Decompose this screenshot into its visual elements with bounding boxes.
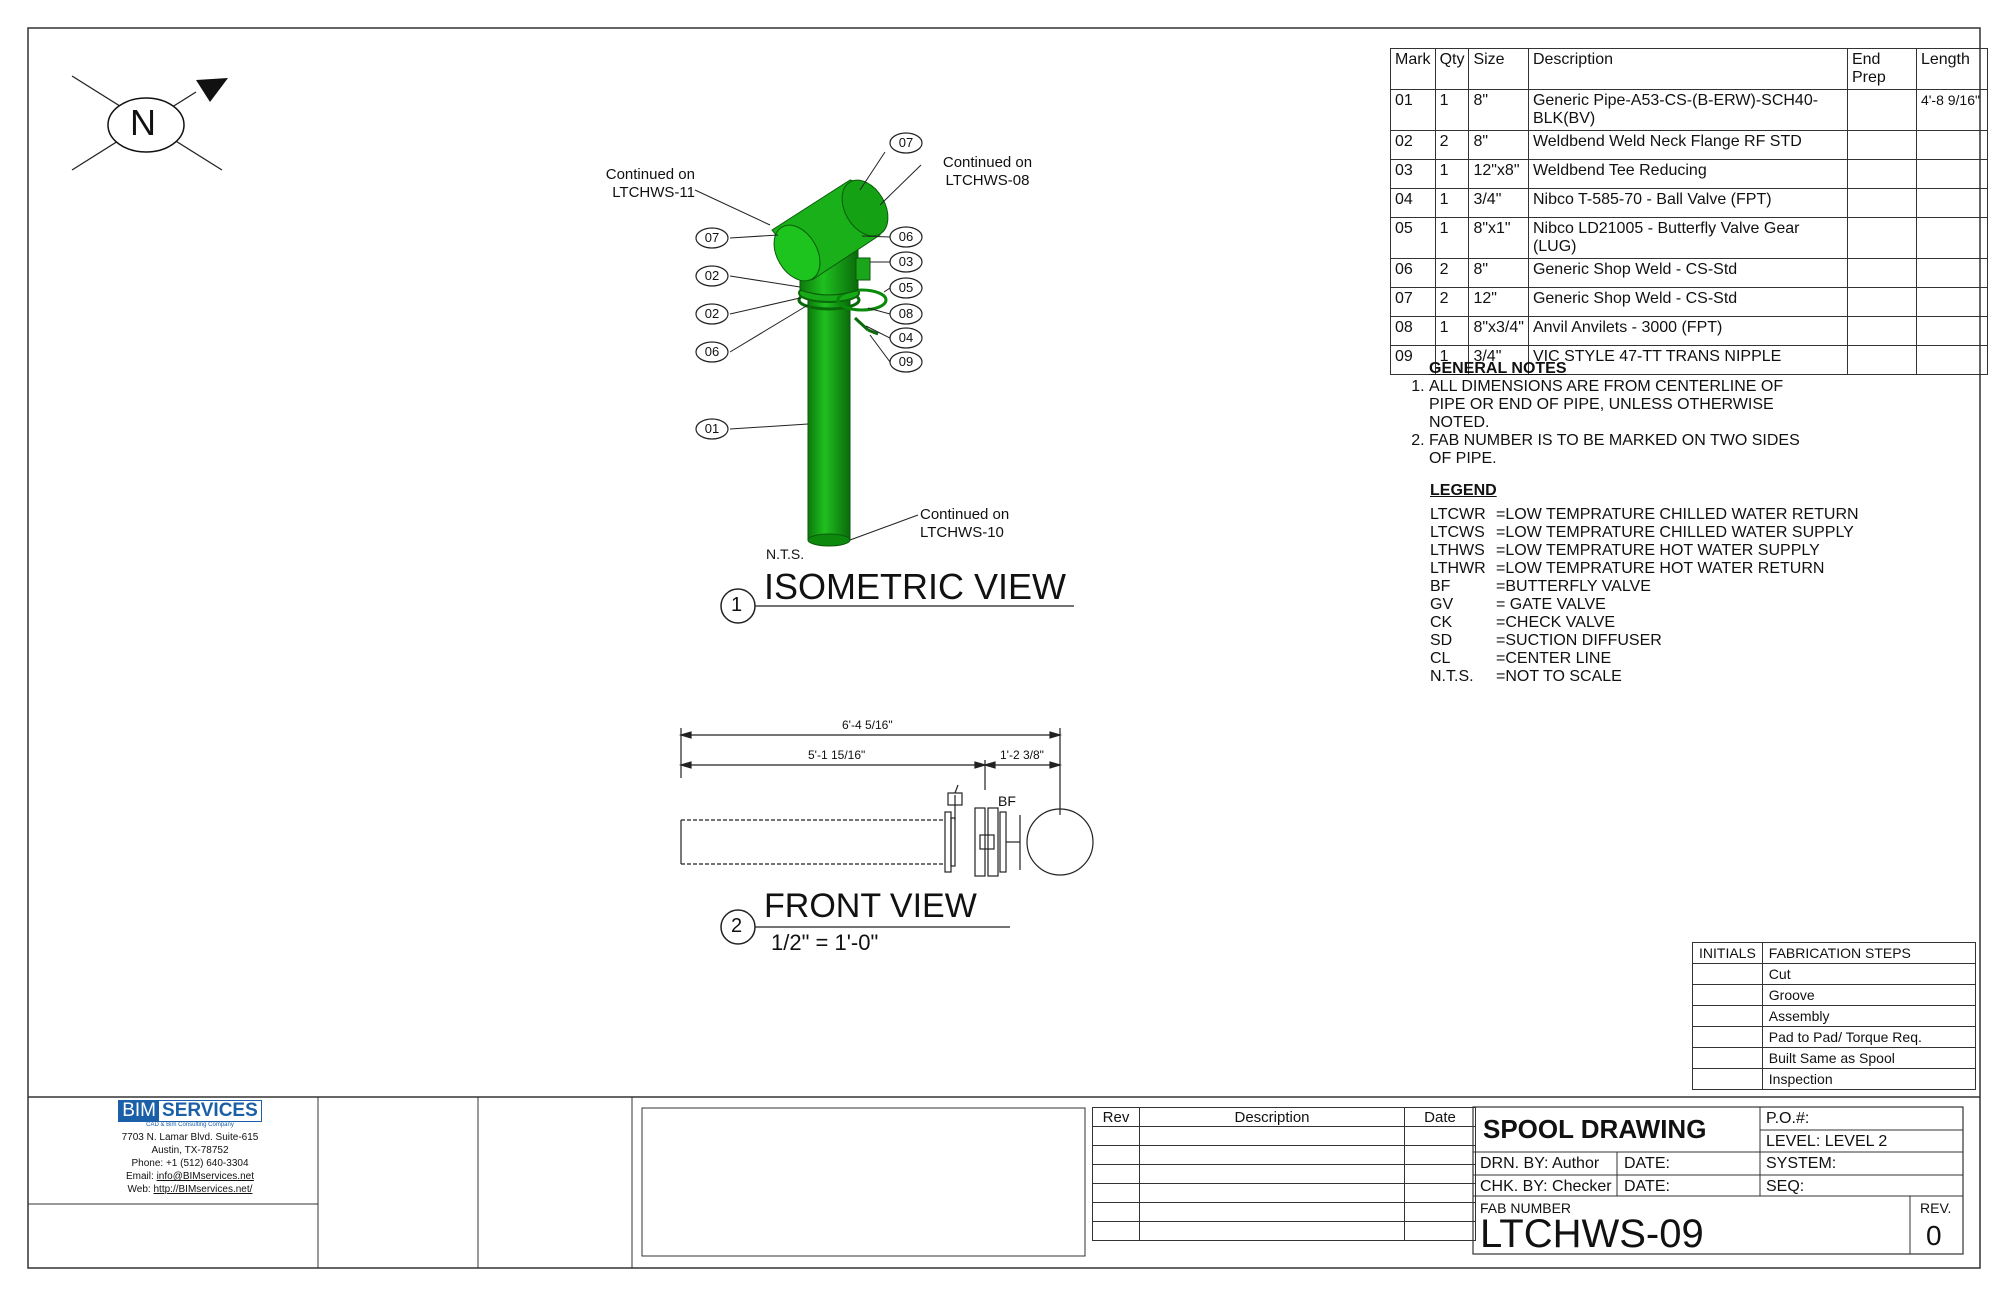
bom-cell-end	[1847, 90, 1916, 131]
revision-row	[1093, 1165, 1476, 1184]
front-view-number: 2	[731, 915, 743, 937]
revision-cell	[1405, 1203, 1476, 1222]
bom-cell-end	[1847, 218, 1916, 259]
balloon-06-right: 06	[898, 229, 914, 244]
revision-table	[1092, 1107, 1476, 1241]
revision-cell	[1093, 1203, 1140, 1222]
balloon-08: 08	[898, 306, 914, 321]
notes-title: GENERAL NOTES	[1429, 360, 1567, 377]
bom-cell-length	[1916, 160, 1987, 189]
bom-cell-desc: Weldbend Tee Reducing	[1528, 160, 1847, 189]
balloon-05: 05	[898, 280, 914, 295]
balloon-09: 09	[898, 354, 914, 369]
company-address: 7703 N. Lamar Blvd. Suite-615 Austin, TX-78752 Phone: +1 (512) 640-3304 Email: info@BIMservices.net Web: http://BIMservices.net/	[121, 1132, 259, 1195]
tb-rev-label: REV.	[1920, 1200, 1952, 1216]
bom-cell-length	[1916, 317, 1987, 346]
company-block	[90, 1100, 290, 1196]
revision-cell	[1405, 1222, 1476, 1241]
legend-abbr: N.T.S.	[1430, 668, 1474, 685]
bom-cell-end	[1847, 288, 1916, 317]
revision-cell	[1405, 1146, 1476, 1165]
bom-cell-desc: Nibco LD21005 - Butterfly Valve Gear (LUG)	[1528, 218, 1847, 259]
company-web-link[interactable]: http://BIMservices.net/	[153, 1184, 253, 1195]
bom-cell-end	[1847, 160, 1916, 189]
tb-fab-number: LTCHWS-09	[1480, 1212, 1704, 1256]
company-logo: BIM SERVICES	[118, 1100, 262, 1122]
balloon-02-a: 02	[704, 268, 720, 283]
fab-step-row	[1693, 1027, 1976, 1048]
bom-row	[1391, 218, 1988, 259]
fab-initials-cell[interactable]	[1693, 1027, 1763, 1048]
legend-row	[1430, 596, 1865, 614]
balloon-07-top: 07	[898, 135, 914, 150]
revision-cell	[1140, 1222, 1405, 1241]
iso-continued-left: Continued on LTCHWS-11	[605, 166, 695, 201]
bom-cell-qty: 1	[1435, 160, 1469, 189]
fab-steps-header: FABRICATION STEPS	[1762, 943, 1975, 964]
revision-cell	[1140, 1184, 1405, 1203]
legend-row	[1430, 506, 1865, 524]
tb-date-2: DATE:	[1624, 1178, 1670, 1195]
balloon-07: 07	[704, 230, 720, 245]
company-tagline: CAD & Bim Consulting Company	[146, 1122, 234, 1128]
revision-cell	[1405, 1127, 1476, 1146]
tb-fab-label: FAB NUMBER	[1480, 1200, 1572, 1216]
revision-cell	[1405, 1184, 1476, 1203]
note-item: 2. FAB NUMBER IS TO BE MARKED ON TWO SIDES OF PIPE.	[1429, 432, 1819, 468]
bom-cell-length	[1916, 346, 1987, 375]
revision-cell	[1140, 1127, 1405, 1146]
bom-cell-qty: 1	[1435, 317, 1469, 346]
fab-step-label: Built Same as Spool	[1762, 1048, 1975, 1069]
legend-abbr: LTHWS	[1430, 542, 1485, 559]
bom-row	[1391, 160, 1988, 189]
legend-row	[1430, 578, 1865, 596]
dim-left: 5'-1 15/16"	[808, 748, 866, 762]
tb-level: LEVEL: LEVEL 2	[1766, 1133, 1888, 1150]
iso-title: ISOMETRIC VIEW	[764, 566, 1067, 607]
iso-continued-bottom: Continued on LTCHWS-10	[920, 506, 1010, 541]
legend-definition: =BUTTERFLY VALVE	[1496, 578, 1651, 595]
tb-drawn-by: DRN. BY: Author	[1480, 1155, 1600, 1172]
bom-row	[1391, 259, 1988, 288]
bom-cell-mark: 05	[1391, 218, 1436, 259]
legend-abbr: LTCWS	[1430, 524, 1485, 541]
legend-definition: =SUCTION DIFFUSER	[1496, 632, 1662, 649]
bom-cell-size: 8"	[1469, 259, 1529, 288]
bom-cell-length	[1916, 259, 1987, 288]
fab-initials-header: INITIALS	[1693, 943, 1763, 964]
fab-initials-cell[interactable]	[1693, 1006, 1763, 1027]
bom-cell-size: 12"	[1469, 288, 1529, 317]
revision-cell	[1093, 1184, 1140, 1203]
bom-row	[1391, 317, 1988, 346]
balloon-02-b: 02	[704, 306, 720, 321]
bom-cell-desc: Nibco T-585-70 - Ball Valve (FPT)	[1528, 189, 1847, 218]
legend-definition: =LOW TEMPRATURE CHILLED WATER RETURN	[1496, 506, 1859, 523]
north-label: N	[130, 102, 156, 143]
bom-col-mark: Mark	[1391, 49, 1436, 90]
legend-definition: =CHECK VALVE	[1496, 614, 1616, 631]
bom-cell-mark: 09	[1391, 346, 1436, 375]
bom-cell-length	[1916, 189, 1987, 218]
fab-step-label: Pad to Pad/ Torque Req.	[1762, 1027, 1975, 1048]
dim-total: 6'-4 5/16"	[842, 718, 893, 732]
legend-abbr: BF	[1430, 578, 1451, 595]
company-email-link[interactable]: info@BIMservices.net	[156, 1171, 254, 1182]
legend-row	[1430, 614, 1865, 632]
bom-cell-size: 8"x3/4"	[1469, 317, 1529, 346]
dim-right: 1'-2 3/8"	[1000, 748, 1044, 762]
legend-abbr: GV	[1430, 596, 1454, 613]
bill-of-materials	[1390, 48, 1988, 375]
bom-cell-end	[1847, 189, 1916, 218]
tb-system: SYSTEM:	[1766, 1155, 1837, 1172]
iso-continued-right: Continued on LTCHWS-08	[942, 154, 1033, 189]
fab-step-label: Groove	[1762, 985, 1975, 1006]
bom-cell-mark: 04	[1391, 189, 1436, 218]
notes-box	[642, 1108, 1085, 1256]
bom-cell-qty: 1	[1435, 218, 1469, 259]
bom-cell-size: 8"	[1469, 90, 1529, 131]
bom-cell-mark: 03	[1391, 160, 1436, 189]
bom-cell-desc: Generic Shop Weld - CS-Std	[1528, 288, 1847, 317]
bom-cell-end	[1847, 346, 1916, 375]
revision-cell	[1093, 1127, 1140, 1146]
legend-row	[1430, 632, 1865, 650]
legend	[1430, 482, 1865, 686]
tb-date-1: DATE:	[1624, 1155, 1670, 1172]
iso-view-number: 1	[731, 594, 743, 616]
legend-definition: =LOW TEMPRATURE HOT WATER SUPPLY	[1496, 542, 1820, 559]
bom-row	[1391, 131, 1988, 160]
revision-cell	[1140, 1165, 1405, 1184]
balloon-04: 04	[898, 330, 914, 345]
legend-row	[1430, 668, 1865, 686]
fab-step-row	[1693, 1006, 1976, 1027]
revision-row	[1093, 1222, 1476, 1241]
legend-abbr: CL	[1430, 650, 1451, 667]
revision-row	[1093, 1127, 1476, 1146]
bom-cell-length	[1916, 218, 1987, 259]
fab-step-row	[1693, 964, 1976, 985]
bom-row	[1391, 288, 1988, 317]
legend-row	[1430, 650, 1865, 668]
revision-cell	[1093, 1165, 1140, 1184]
bom-cell-size: 8"x1"	[1469, 218, 1529, 259]
fab-initials-cell[interactable]	[1693, 964, 1763, 985]
bom-cell-desc: Generic Shop Weld - CS-Std	[1528, 259, 1847, 288]
revision-cell	[1093, 1146, 1140, 1165]
legend-abbr: CK	[1430, 614, 1453, 631]
fab-initials-cell[interactable]	[1693, 1069, 1763, 1090]
bom-cell-mark: 06	[1391, 259, 1436, 288]
legend-table	[1430, 506, 1865, 686]
legend-definition: = GATE VALVE	[1496, 596, 1606, 613]
revision-row	[1093, 1146, 1476, 1165]
revision-cell	[1405, 1165, 1476, 1184]
front-scale: 1/2" = 1'-0"	[771, 930, 879, 955]
fabrication-steps	[1692, 942, 1976, 1090]
bom-cell-end	[1847, 317, 1916, 346]
bom-cell-size: 8"	[1469, 131, 1529, 160]
bom-cell-end	[1847, 259, 1916, 288]
bom-cell-qty: 2	[1435, 288, 1469, 317]
fab-step-label: Assembly	[1762, 1006, 1975, 1027]
legend-definition: =NOT TO SCALE	[1496, 668, 1622, 685]
revision-cell	[1140, 1203, 1405, 1222]
balloon-06-left: 06	[704, 344, 720, 359]
bom-cell-length	[1916, 131, 1987, 160]
bom-cell-qty: 2	[1435, 131, 1469, 160]
bom-cell-size: 3/4"	[1469, 346, 1529, 375]
fab-step-row	[1693, 1069, 1976, 1090]
tb-po: P.O.#:	[1766, 1110, 1810, 1127]
bom-cell-size: 12"x8"	[1469, 160, 1529, 189]
fab-initials-cell[interactable]	[1693, 985, 1763, 1006]
bom-cell-desc: VIC STYLE 47-TT TRANS NIPPLE	[1528, 346, 1847, 375]
front-title: FRONT VIEW	[764, 887, 977, 925]
bom-col-description: Description	[1528, 49, 1847, 90]
bom-cell-mark: 02	[1391, 131, 1436, 160]
fab-step-row	[1693, 1048, 1976, 1069]
bom-cell-qty: 2	[1435, 259, 1469, 288]
legend-title: LEGEND	[1430, 482, 1497, 499]
bom-col-length: Length	[1916, 49, 1987, 90]
bom-cell-mark: 07	[1391, 288, 1436, 317]
rev-col-description: Description	[1140, 1108, 1405, 1127]
bom-cell-desc: Generic Pipe-A53-CS-(B-ERW)-SCH40-BLK(BV)	[1528, 90, 1847, 131]
balloon-03: 03	[898, 254, 914, 269]
bom-row	[1391, 189, 1988, 218]
fab-step-label: Inspection	[1762, 1069, 1975, 1090]
revision-row	[1093, 1203, 1476, 1222]
bom-cell-end	[1847, 131, 1916, 160]
revision-row	[1093, 1184, 1476, 1203]
fab-step-label: Cut	[1762, 964, 1975, 985]
tb-seq: SEQ:	[1766, 1178, 1805, 1195]
bom-cell-mark: 01	[1391, 90, 1436, 131]
bom-cell-qty: 1	[1435, 346, 1469, 375]
bf-label: BF	[998, 793, 1016, 809]
bom-col-qty: Qty	[1435, 49, 1469, 90]
bom-cell-length	[1916, 288, 1987, 317]
bom-cell-qty: 1	[1435, 189, 1469, 218]
revision-cell	[1093, 1222, 1140, 1241]
balloon-01: 01	[704, 421, 720, 436]
bom-header-row	[1391, 49, 1988, 90]
general-notes	[1405, 360, 1819, 468]
iso-scale: N.T.S.	[766, 546, 805, 562]
bom-cell-qty: 1	[1435, 90, 1469, 131]
bom-cell-mark: 08	[1391, 317, 1436, 346]
note-item: 1. ALL DIMENSIONS ARE FROM CENTERLINE OF PIPE OR END OF PIPE, UNLESS OTHERWISE NOTED.	[1429, 378, 1819, 432]
legend-definition: =LOW TEMPRATURE CHILLED WATER SUPPLY	[1496, 524, 1854, 541]
legend-row	[1430, 542, 1865, 560]
bom-cell-length: 4'-8 9/16"	[1916, 90, 1987, 131]
legend-abbr: SD	[1430, 632, 1453, 649]
tb-checked-by: CHK. BY: Checker	[1480, 1178, 1612, 1195]
bom-cell-desc: Weldbend Weld Neck Flange RF STD	[1528, 131, 1847, 160]
rev-col-date: Date	[1405, 1108, 1476, 1127]
legend-row	[1430, 560, 1865, 578]
bom-row	[1391, 90, 1988, 131]
bom-col-size: Size	[1469, 49, 1529, 90]
bom-col-end-prep: End Prep	[1847, 49, 1916, 90]
legend-abbr: LTHWR	[1430, 560, 1486, 577]
isometric-pipe	[765, 172, 898, 546]
legend-definition: =LOW TEMPRATURE HOT WATER RETURN	[1496, 560, 1825, 577]
bom-cell-size: 3/4"	[1469, 189, 1529, 218]
fab-initials-cell[interactable]	[1693, 1048, 1763, 1069]
legend-row	[1430, 524, 1865, 542]
legend-abbr: LTCWR	[1430, 506, 1486, 523]
fab-step-row	[1693, 985, 1976, 1006]
revision-cell	[1140, 1146, 1405, 1165]
rev-col-rev: Rev	[1093, 1108, 1140, 1127]
legend-definition: =CENTER LINE	[1496, 650, 1612, 667]
bom-cell-desc: Anvil Anvilets - 3000 (FPT)	[1528, 317, 1847, 346]
title-spool-drawing: SPOOL DRAWING	[1483, 1114, 1707, 1144]
tb-rev-value: 0	[1926, 1220, 1942, 1251]
